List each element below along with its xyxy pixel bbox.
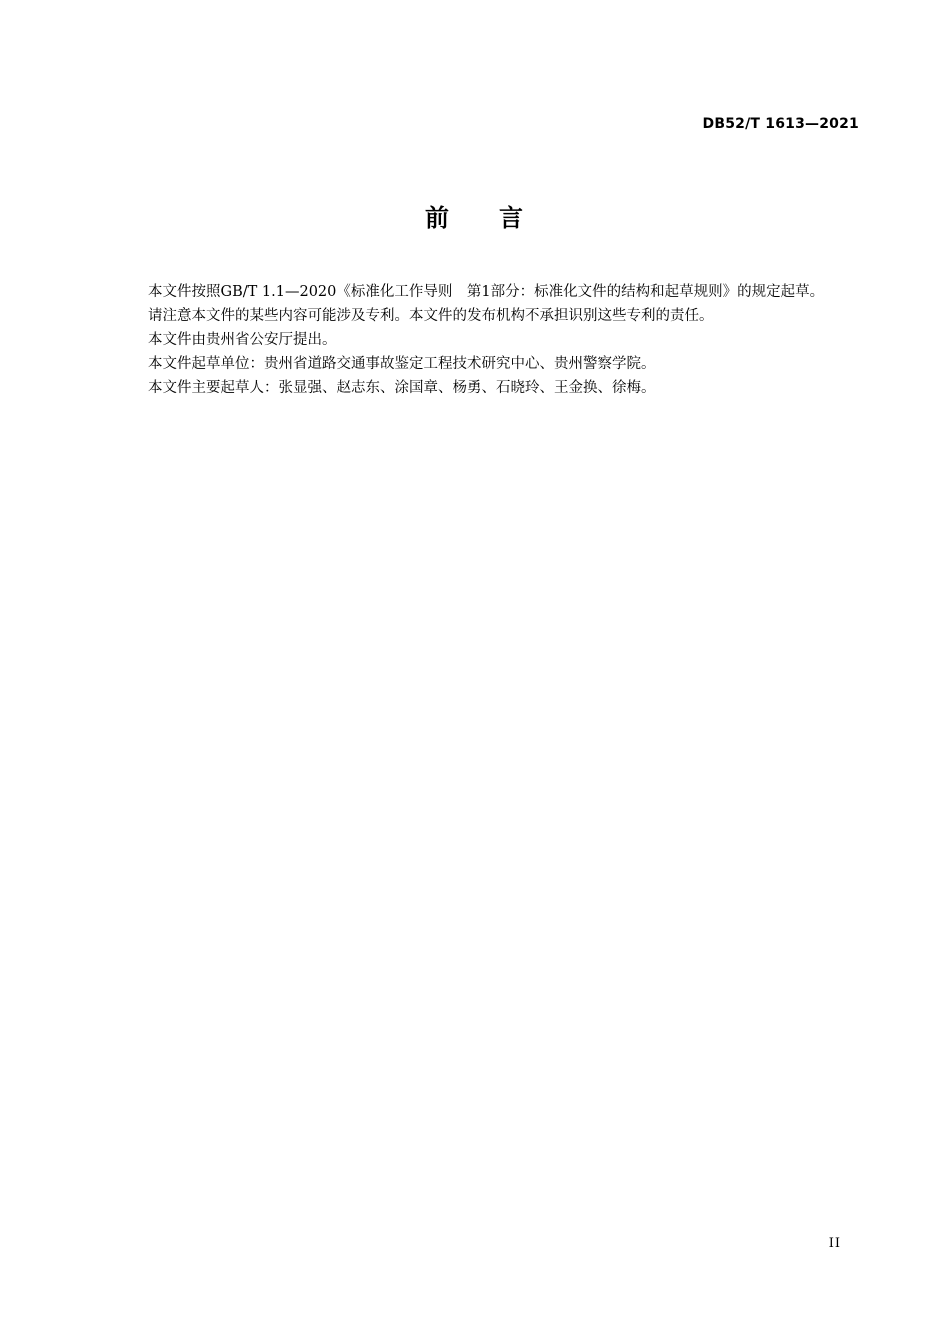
page-number: II [828,1236,841,1251]
page-title-part-2: 言 [499,204,525,232]
document-number: DB52/T 1613—2021 [702,116,859,132]
page-title [0,198,950,233]
page-title-part-1: 前 [425,204,451,232]
paragraph-patent-notice: 请注意本文件的某些内容可能涉及专利。本文件的发布机构不承担识别这些专利的责任。 [148,308,714,324]
paragraph-drafters: 本文件主要起草人：张显强、赵志东、涂国章、杨勇、石晓玲、王金换、徐梅。 [148,380,656,396]
paragraph-drafting-rules: 本文件按照GB/T 1.1—2020《标准化工作导则 第1部分：标准化文件的结构和起草规则》的规定起草。 [148,284,825,300]
foreword-body [113,280,860,400]
paragraph-drafting-units: 本文件起草单位：贵州省道路交通事故鉴定工程技术研究中心、贵州警察学院。 [148,356,656,372]
paragraph-proposer: 本文件由贵州省公安厅提出。 [148,332,337,348]
